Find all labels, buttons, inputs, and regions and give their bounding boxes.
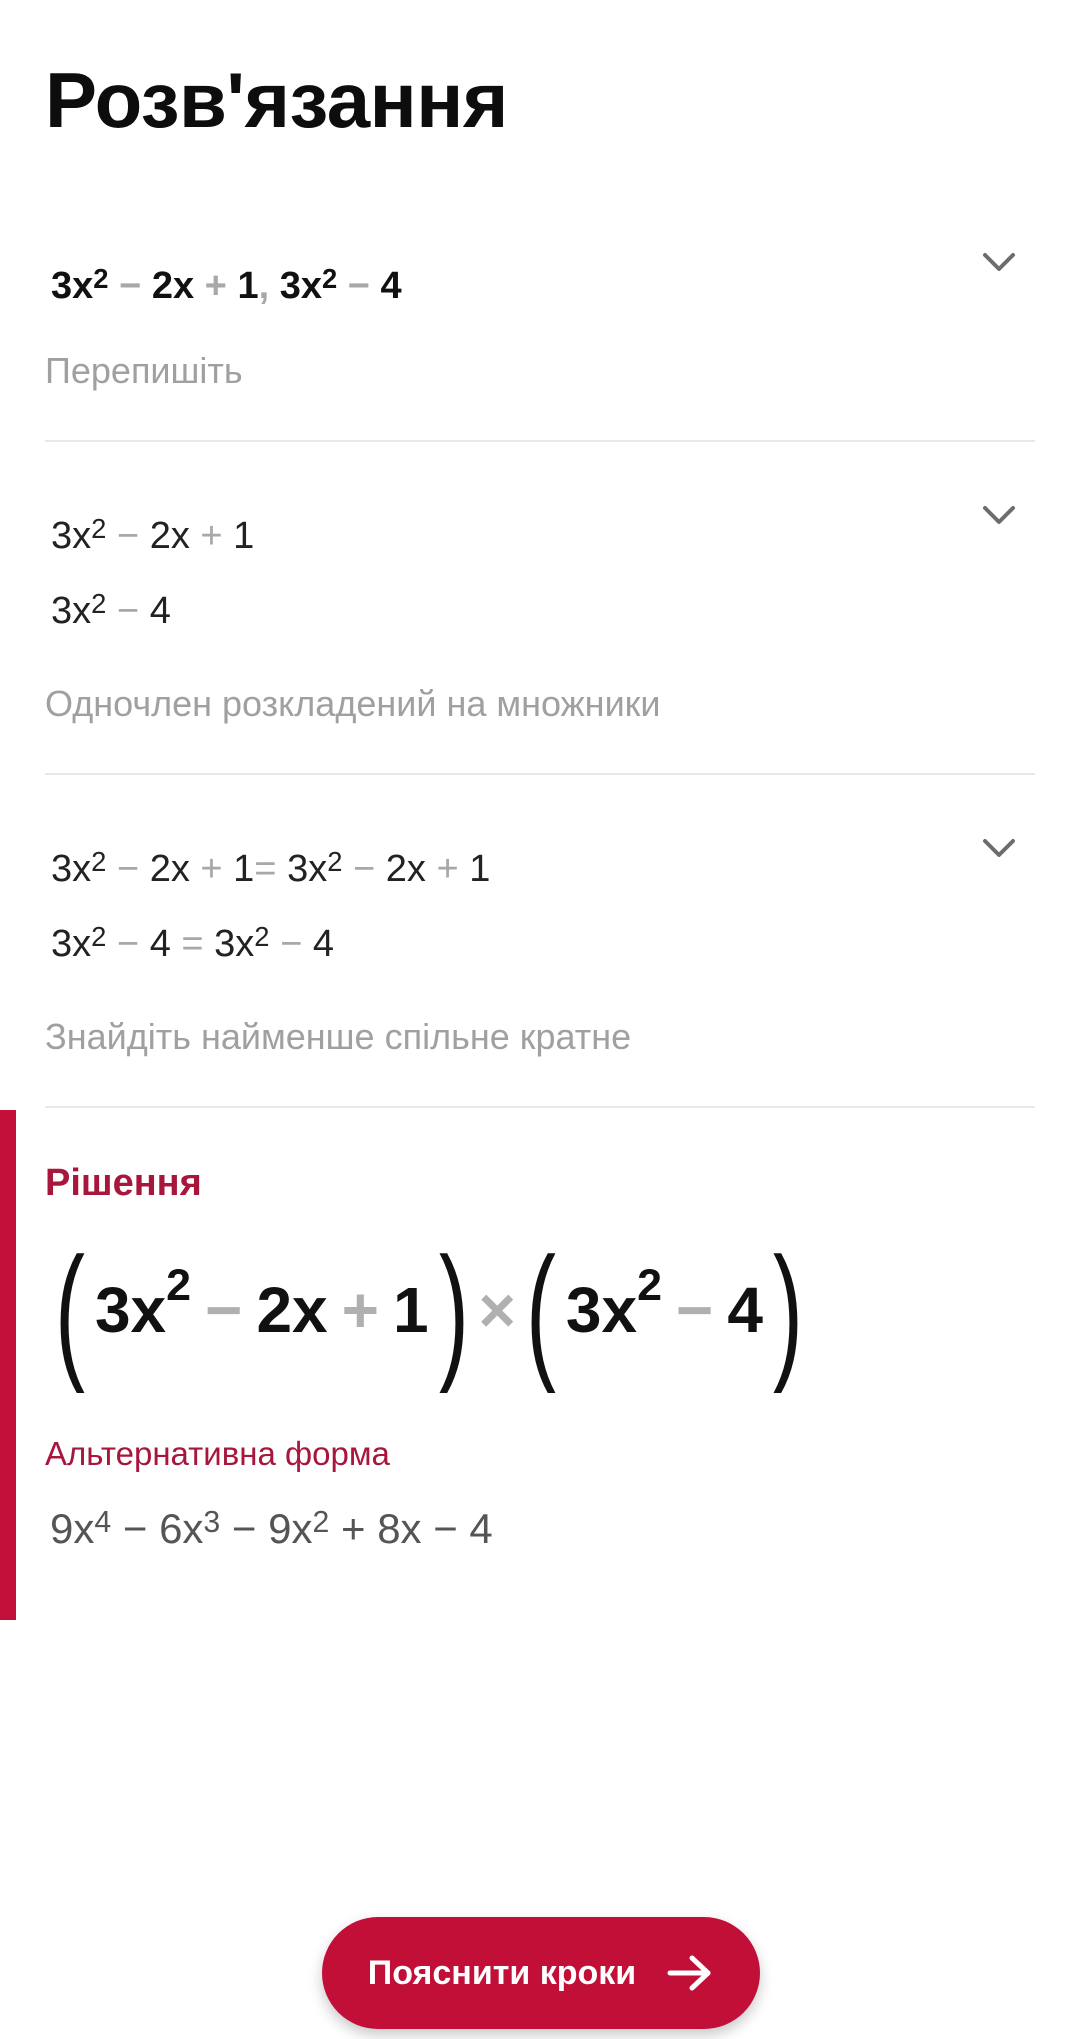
term: 2x xyxy=(149,848,190,890)
operator: − xyxy=(205,1274,243,1346)
exponent: 2 xyxy=(327,846,343,878)
term: 1 xyxy=(237,265,259,307)
term: 4 xyxy=(149,590,171,632)
chevron-down-icon[interactable] xyxy=(981,498,1017,534)
term: 1 xyxy=(233,848,255,890)
step-expression xyxy=(51,265,402,308)
open-paren: ( xyxy=(54,1226,85,1394)
operator: − xyxy=(116,515,140,557)
step-factored[interactable] xyxy=(45,490,1035,775)
chevron-down-icon[interactable] xyxy=(981,831,1017,867)
exponent: 2 xyxy=(166,1259,192,1310)
solution-expression xyxy=(45,1226,813,1394)
separator: , xyxy=(258,265,270,307)
exponent: 2 xyxy=(91,921,107,953)
operator: − xyxy=(352,848,376,890)
term: 4 xyxy=(380,265,402,307)
operator: + xyxy=(204,265,227,307)
divider xyxy=(45,440,1035,442)
term: 3x xyxy=(214,923,255,965)
arrow-right-icon xyxy=(666,1953,714,1993)
alternative-form-title: Альтернативна форма xyxy=(45,1435,390,1472)
operator: − xyxy=(122,1505,148,1552)
step-line xyxy=(51,515,254,558)
operator: − xyxy=(119,265,142,307)
term: 3x xyxy=(51,515,92,557)
term: 3x xyxy=(51,265,94,307)
operator: + xyxy=(340,1505,366,1552)
exponent: 3 xyxy=(203,1506,221,1540)
step-lcm[interactable] xyxy=(45,823,1035,1108)
term: 4 xyxy=(469,1505,493,1552)
step-line xyxy=(51,848,490,891)
equals-sign: = xyxy=(254,848,277,890)
exponent: 2 xyxy=(637,1259,662,1310)
step-caption: Знайдіть найменше спільне кратне xyxy=(45,1016,632,1057)
open-paren: ( xyxy=(525,1226,556,1394)
term: 3x xyxy=(279,265,322,307)
operator: − xyxy=(116,590,140,632)
term: 3x xyxy=(51,848,92,890)
step-caption: Перепишіть xyxy=(45,350,243,391)
operator: − xyxy=(347,265,370,307)
term: 9x xyxy=(50,1505,95,1552)
exponent: 2 xyxy=(312,1506,330,1540)
operator: + xyxy=(200,515,223,557)
explain-steps-button[interactable] xyxy=(322,1917,760,2029)
term: 2x xyxy=(149,515,190,557)
step-line xyxy=(51,923,334,966)
term: 3x xyxy=(565,1274,638,1346)
exponent: 2 xyxy=(91,588,107,620)
times-sign: × xyxy=(478,1274,516,1346)
exponent: 2 xyxy=(91,513,107,545)
term: 3x xyxy=(51,590,92,632)
operator: + xyxy=(436,848,459,890)
operator: − xyxy=(675,1274,714,1346)
exponent: 2 xyxy=(91,846,107,878)
alternative-form-expression xyxy=(50,1505,493,1553)
exponent: 2 xyxy=(93,263,109,295)
term: 2x xyxy=(256,1274,328,1346)
page-title: Розв'язання xyxy=(45,56,508,144)
step-caption: Одночлен розкладений на множники xyxy=(45,683,661,724)
term: 2x xyxy=(385,848,426,890)
divider xyxy=(45,1106,1035,1108)
exponent: 4 xyxy=(94,1506,112,1540)
close-paren: ) xyxy=(772,1226,803,1394)
divider xyxy=(45,773,1035,775)
term: 1 xyxy=(393,1274,429,1346)
term: 4 xyxy=(312,923,334,965)
term: 1 xyxy=(469,848,491,890)
solution-accent-bar xyxy=(0,1110,16,1620)
close-paren: ) xyxy=(438,1226,469,1394)
term: 8x xyxy=(377,1505,422,1552)
term: 9x xyxy=(268,1505,313,1552)
term: 2x xyxy=(151,265,195,307)
term: 4 xyxy=(727,1274,763,1346)
term: 3x xyxy=(287,848,328,890)
operator: − xyxy=(116,923,140,965)
exponent: 2 xyxy=(254,921,270,953)
step-rewrite[interactable] xyxy=(45,235,1035,440)
solution-title: Рішення xyxy=(45,1162,202,1204)
chevron-down-icon[interactable] xyxy=(981,245,1017,281)
operator: − xyxy=(433,1505,458,1552)
term: 3x xyxy=(51,923,92,965)
operator: − xyxy=(280,923,303,965)
operator: + xyxy=(200,848,223,890)
equals-sign: = xyxy=(181,923,204,965)
term: 6x xyxy=(159,1505,204,1552)
explain-steps-label: Пояснити кроки xyxy=(367,1953,637,1992)
step-line xyxy=(51,590,171,633)
term: 4 xyxy=(149,923,171,965)
term: 1 xyxy=(233,515,255,557)
operator: − xyxy=(231,1505,257,1552)
operator: − xyxy=(116,848,140,890)
operator: + xyxy=(341,1274,379,1346)
term: 3x xyxy=(94,1274,167,1346)
exponent: 2 xyxy=(321,263,338,295)
